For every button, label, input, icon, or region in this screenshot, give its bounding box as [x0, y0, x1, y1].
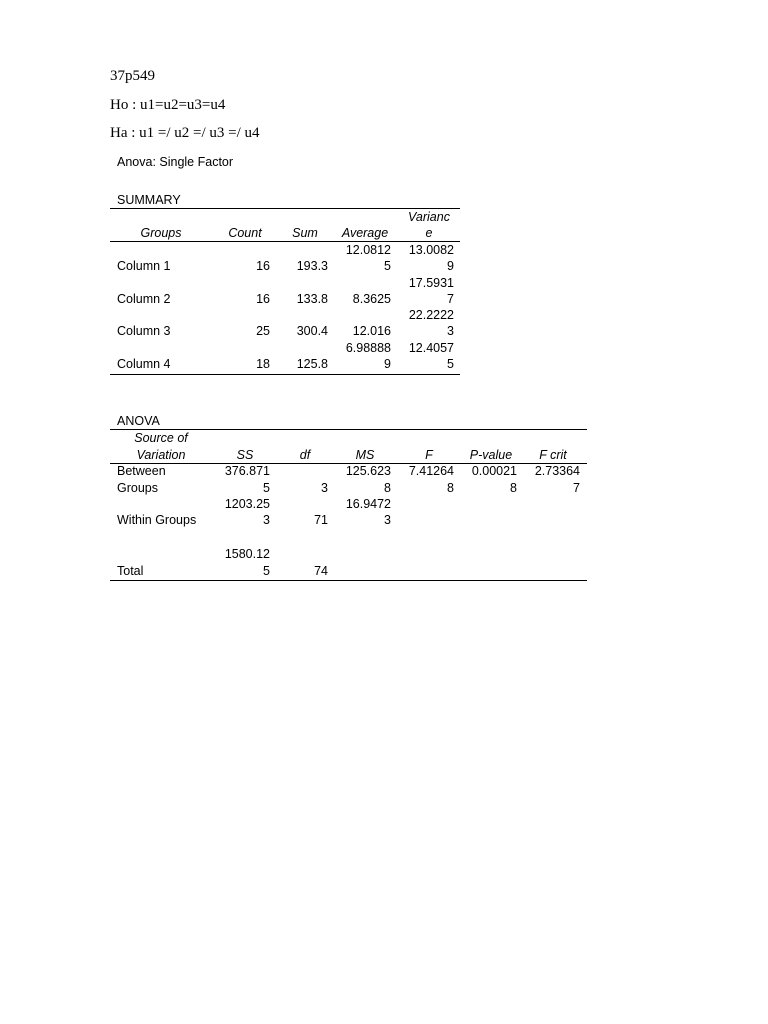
summary-row3-sum: 300.4: [296, 324, 328, 338]
anova-between-fcrit-2: 7: [573, 481, 580, 495]
anova-header-p-value: P-value: [469, 448, 513, 462]
anova-header-f: F: [425, 448, 433, 462]
summary-row3-group: Column 3: [117, 324, 171, 338]
summary-header-sum: Sum: [292, 226, 318, 240]
summary-row4-average-2: 9: [384, 357, 391, 371]
anova-type-title: Anova: Single Factor: [117, 155, 234, 169]
summary-header-groups: Groups: [140, 226, 182, 240]
summary-row1-variance-2: 9: [447, 259, 454, 273]
summary-bottom-rule: [110, 374, 460, 375]
summary-row1-sum: 193.3: [296, 259, 328, 273]
anova-title: ANOVA: [117, 414, 160, 428]
summary-header-average: Average: [341, 226, 389, 240]
summary-row3-count: 25: [256, 324, 270, 338]
summary-row2-variance-1: 17.5931: [408, 276, 454, 290]
summary-row1-average-2: 5: [384, 259, 391, 273]
summary-row2-average: 8.3625: [352, 292, 391, 306]
anova-header-ss: SS: [236, 448, 254, 462]
summary-title: SUMMARY: [117, 193, 181, 207]
summary-row2-variance-2: 7: [447, 292, 454, 306]
anova-total-label: Total: [117, 564, 144, 578]
anova-within-ss-1: 1203.25: [224, 497, 270, 511]
null-hypothesis: Ho : u1=u2=u3=u4: [110, 97, 226, 113]
summary-row1-variance-1: 13.0082: [408, 243, 454, 257]
anova-header-df: df: [299, 448, 311, 462]
anova-between-label-1: Between: [117, 464, 166, 478]
summary-row2-sum: 133.8: [296, 292, 328, 306]
anova-within-df: 71: [314, 513, 328, 527]
anova-between-f-2: 8: [447, 481, 454, 495]
anova-between-p-2: 8: [510, 481, 517, 495]
anova-total-ss-1: 1580.12: [224, 547, 270, 561]
anova-between-ms-1: 125.623: [345, 464, 391, 478]
anova-between-p-1: 0.00021: [471, 464, 517, 478]
summary-row1-average-1: 12.0812: [345, 243, 391, 257]
anova-within-ms-2: 3: [384, 513, 391, 527]
summary-row4-sum: 125.8: [296, 357, 328, 371]
alternative-hypothesis: Ha : u1 =/ u2 =/ u3 =/ u4: [110, 125, 260, 141]
summary-row4-average-1: 6.98888: [345, 341, 391, 355]
summary-row2-count: 16: [256, 292, 270, 306]
anova-between-ss-2: 5: [263, 481, 270, 495]
anova-within-ss-2: 3: [263, 513, 270, 527]
anova-between-f-1: 7.41264: [408, 464, 454, 478]
summary-row3-variance-1: 22.2222: [408, 308, 454, 322]
summary-row4-variance-1: 12.4057: [408, 341, 454, 355]
anova-between-ms-2: 8: [384, 481, 391, 495]
summary-row2-group: Column 2: [117, 292, 171, 306]
summary-row4-group: Column 4: [117, 357, 171, 371]
anova-within-ms-1: 16.9472: [345, 497, 391, 511]
anova-header-ms: MS: [355, 448, 375, 462]
anova-total-ss-2: 5: [263, 564, 270, 578]
anova-between-fcrit-1: 2.73364: [534, 464, 580, 478]
summary-row1-count: 16: [256, 259, 270, 273]
anova-header-source-2: Variation: [136, 448, 186, 462]
problem-number: 37p549: [110, 68, 155, 84]
summary-row4-variance-2: 5: [447, 357, 454, 371]
summary-header-variance-2: e: [425, 226, 433, 240]
anova-total-df: 74: [314, 564, 328, 578]
anova-within-label: Within Groups: [117, 513, 197, 527]
anova-between-ss-1: 376.871: [224, 464, 270, 478]
summary-row1-group: Column 1: [117, 259, 171, 273]
summary-header-variance-1: Varianc: [408, 210, 450, 224]
summary-row4-count: 18: [256, 357, 270, 371]
anova-between-df: 3: [321, 481, 328, 495]
summary-row3-variance-2: 3: [447, 324, 454, 338]
summary-row3-average: 12.016: [352, 324, 391, 338]
anova-header-source-1: Source of: [134, 431, 188, 445]
anova-header-f-crit: F crit: [539, 448, 567, 462]
summary-header-count: Count: [228, 226, 262, 240]
anova-between-label-2: Groups: [117, 481, 158, 495]
anova-bottom-rule: [110, 580, 587, 581]
